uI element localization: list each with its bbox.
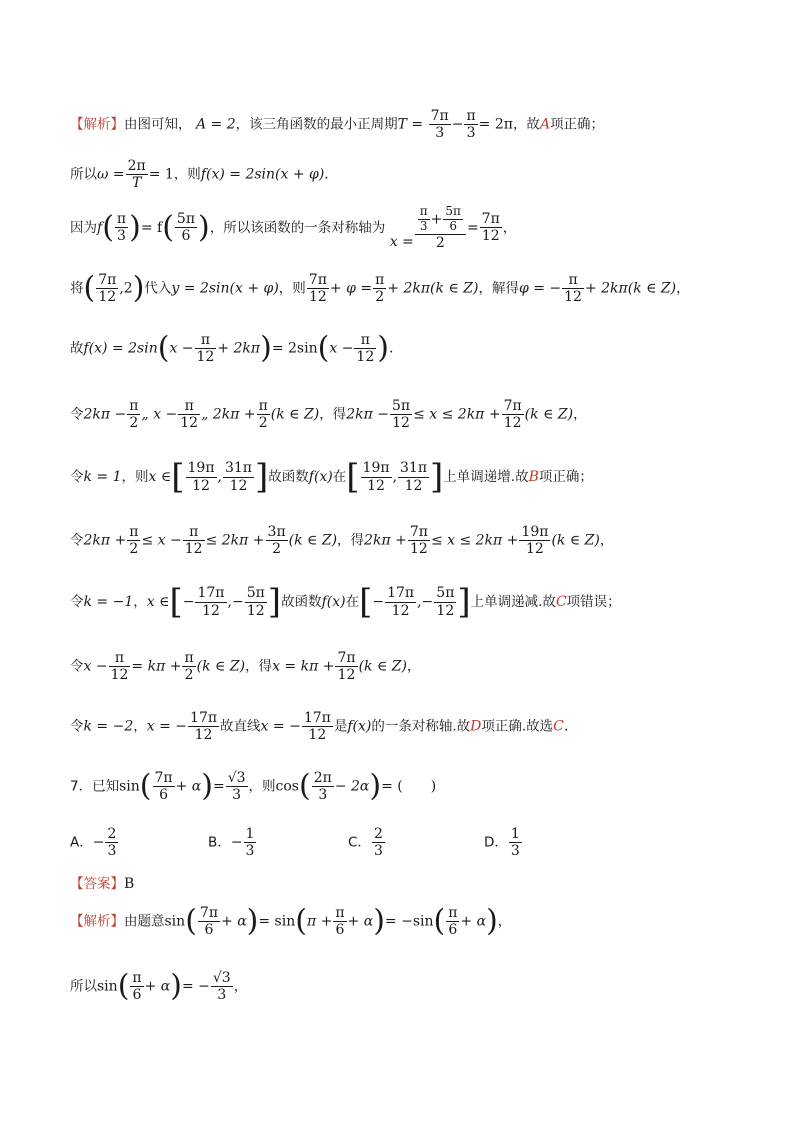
solution-line-9: 令k = −1，x ∈[− $\frac{17\pi}{12}$ ,− $\frac{5\pi}{12}$ ]故函数f(x)在[− $\frac{17\pi}{12}$ ,− $\frac{5\pi}{12}$ ]上单调递减.故C项错误； (70, 582, 621, 622)
answer-tag: 【答案】 (70, 876, 124, 892)
analysis-tag: 【解析】 (70, 116, 124, 133)
option-a[interactable]: A．− $\frac{2}{3}$ (70, 826, 117, 860)
answer-options (70, 826, 754, 866)
option-b[interactable]: B．− $\frac{1}{3}$ (208, 826, 255, 860)
solution-line-12: 【解析】由题意sin( $\frac{7\pi}{6}$ + α)= sin(π + $\frac{\pi}{6}$ + α)= −sin( $\frac{\pi}{6}$ + α)， (70, 903, 512, 939)
answer-value: B (124, 876, 135, 892)
question-7: 7．已知sin( $\frac{7\pi}{6}$ + α)= $\frac{√3}{3}$ ，则cos( $\frac{2\pi}{3}$ − 2α)= ( ) (70, 768, 437, 804)
answer-line (70, 872, 754, 892)
solution-line-7: 令k = 1，则x ∈[ $\frac{19\pi}{12}$ , $\frac{31\pi}{12}$ ]故函数f(x)在[ $\frac{19\pi}{12}$ , $\frac{31\pi}{12}$ ]上单调递增.故B项正确； (70, 457, 593, 497)
option-d[interactable]: D． $\frac{1}{3}$ (484, 826, 520, 860)
solution-line-6: 令2kπ − $\frac{\pi}{2}$ „ x − $\frac{\pi}{12}$ „ 2kπ + $\frac{\pi}{2}$ (k ∈ Z)，得2kπ − $\frac{5\pi}{12}$ ≤ x ≤ 2kπ + $\frac{7\pi}{12}$ (k ∈ Z)， (70, 398, 587, 432)
solution-line-3: 因为f( $\frac{\pi}{3}$ )= f( $\frac{5\pi}{6}$ )，所以该函数的一条对称轴为 x = $\frac{\pi}{3}$ + $\frac{5\pi}{6}$ 2 = $\frac{7\pi}{12}$ ， (70, 204, 517, 251)
solution-line-1: 【解析】由图可知， A = 2，该三角函数的最小正周期T = $\frac{7\pi}{3}$ − $\frac{\pi}{3}$ = 2π，故A项正确； (70, 108, 605, 142)
solution-line-2: 所以ω = $\frac{2\pi}{T}$ = 1，则f(x) = 2sin(x + φ). (70, 158, 329, 192)
solution-line-10: 令x − $\frac{\pi}{12}$ = kπ + $\frac{\pi}{2}$ (k ∈ Z)，得x = kπ + $\frac{7\pi}{12}$ (k ∈ Z)， (70, 650, 421, 684)
solution-line-5: 故f(x) = 2sin(x − $\frac{\pi}{12}$ + 2kπ)= 2sin(x − $\frac{\pi}{12}$ ). (70, 330, 394, 366)
fraction: $\frac{7\pi}{3}$ (430, 108, 449, 142)
solution-line-13: 所以sin( $\frac{\pi}{6}$ + α)= − $\frac{√3}{3}$ ， (70, 968, 248, 1004)
solution-line-11: 令k = −2，x = − $\frac{17\pi}{12}$ 故直线x = − $\frac{17\pi}{12}$ 是f(x)的一条对称轴.故D项正确.故选C. (70, 710, 569, 744)
option-c[interactable]: C． $\frac{2}{3}$ (348, 826, 383, 860)
solution-line-4: 将( $\frac{7\pi}{12}$ ,2)代入y = 2sin(x + φ)，则 $\frac{7\pi}{12}$ + φ = $\frac{\pi}{2}$ + 2kπ(k ∈ Z)，解得φ = − $\frac{\pi}{12}$ + 2kπ(k ∈ Z)， (70, 270, 690, 306)
solution-line-8: 令2kπ + $\frac{\pi}{2}$ ≤ x − $\frac{\pi}{12}$ ≤ 2kπ + $\frac{3\pi}{2}$ (k ∈ Z)，得2kπ + $\frac{7\pi}{12}$ ≤ x ≤ 2kπ + $\frac{19\pi}{12}$ (k ∈ Z)， (70, 524, 614, 558)
